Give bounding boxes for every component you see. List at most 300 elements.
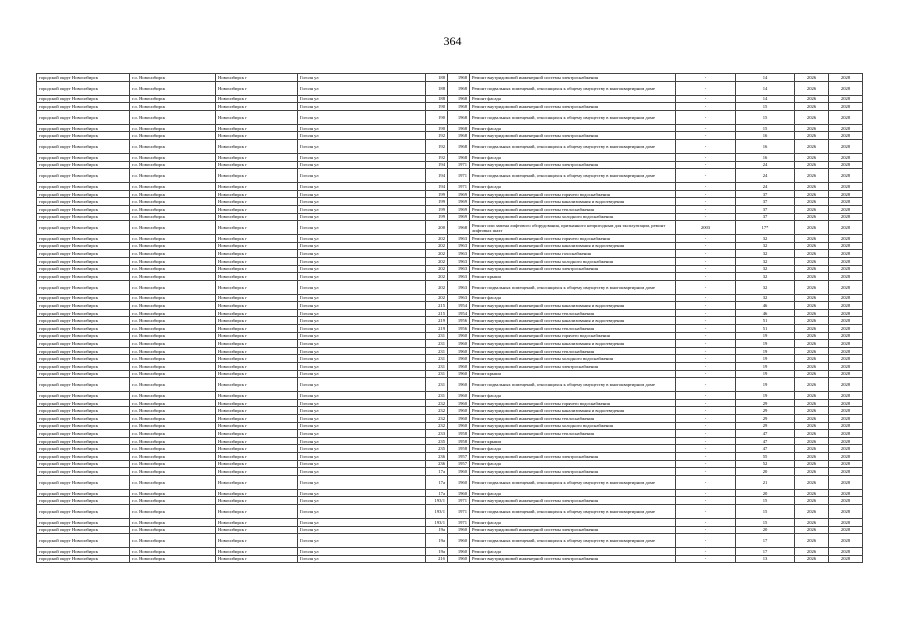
cell-settlement: г.о. Новосибирск xyxy=(130,124,216,132)
table-row xyxy=(37,340,863,348)
cell-work: Ремонт внутридомовой инженерной системы теплоснабжения xyxy=(470,325,676,333)
cell-house: 236 xyxy=(426,452,448,460)
cell-year: 1960 xyxy=(448,422,470,430)
cell-year-start: 2026 xyxy=(795,169,829,183)
cell-city: Новосибирск г xyxy=(216,452,298,460)
cell-year: 1968 xyxy=(448,221,470,235)
cell-okrug: городской округ Новосибирск xyxy=(37,504,130,518)
cell-year-start: 2026 xyxy=(795,153,829,161)
cell-work: Ремонт крыши xyxy=(470,437,676,445)
cell-year-end: 2028 xyxy=(829,378,863,392)
cell-street: Гоголя ул xyxy=(298,132,426,140)
cell-year: 1960 xyxy=(448,489,470,497)
cell-house: 231 xyxy=(426,347,448,355)
cell-area: 14 xyxy=(736,95,795,103)
cell-settlement: г.о. Новосибирск xyxy=(130,452,216,460)
cell-house: 202 xyxy=(426,280,448,294)
cell-settlement: г.о. Новосибирск xyxy=(130,317,216,325)
cell-work: Ремонт внутридомовой инженерной системы теплоснабжения xyxy=(470,309,676,317)
cell-city: Новосибирск г xyxy=(216,415,298,423)
cell-street: Гоголя ул xyxy=(298,340,426,348)
cell-year: 1968 xyxy=(448,74,470,82)
cell-settlement: г.о. Новосибирск xyxy=(130,198,216,206)
cell-city: Новосибирск г xyxy=(216,103,298,111)
cell-year: 1960 xyxy=(448,399,470,407)
cell-year-start: 2026 xyxy=(795,242,829,250)
cell-year: 1960 xyxy=(448,534,470,548)
cell-city: Новосибирск г xyxy=(216,205,298,213)
cell-street: Гоголя ул xyxy=(298,407,426,415)
cell-year-end: 2028 xyxy=(829,355,863,363)
cell-year: 1963 xyxy=(448,280,470,294)
cell-house: 202 xyxy=(426,273,448,281)
cell-cost: - xyxy=(676,81,736,95)
cell-okrug: городской округ Новосибирск xyxy=(37,518,130,526)
cell-year-start: 2026 xyxy=(795,317,829,325)
table-row xyxy=(37,399,863,407)
cell-settlement: г.о. Новосибирск xyxy=(130,302,216,310)
cell-house: 235 xyxy=(426,445,448,453)
cell-house: 233 xyxy=(426,430,448,438)
cell-house: 19а xyxy=(426,526,448,534)
cell-work: Ремонт фасада xyxy=(470,183,676,191)
cell-okrug: городской округ Новосибирск xyxy=(37,370,130,378)
cell-cost: - xyxy=(676,198,736,206)
table-row xyxy=(37,347,863,355)
cell-okrug: городской округ Новосибирск xyxy=(37,205,130,213)
cell-street: Гоголя ул xyxy=(298,460,426,468)
cell-cost: - xyxy=(676,475,736,489)
cell-work: Ремонт внутридомовой инженерной системы электроснабжения xyxy=(470,74,676,82)
cell-house: 236 xyxy=(426,460,448,468)
cell-okrug: городской округ Новосибирск xyxy=(37,81,130,95)
table-row xyxy=(37,183,863,191)
cell-year-end: 2028 xyxy=(829,325,863,333)
cell-year: 1957 xyxy=(448,460,470,468)
cell-settlement: г.о. Новосибирск xyxy=(130,294,216,302)
cell-year: 1957 xyxy=(448,452,470,460)
cell-street: Гоголя ул xyxy=(298,257,426,265)
cell-year-start: 2026 xyxy=(795,309,829,317)
cell-work: Ремонт подвальных помещений, относящихся к общему имуществу в многоквартирном доме xyxy=(470,81,676,95)
cell-okrug: городской округ Новосибирск xyxy=(37,445,130,453)
cell-cost: - xyxy=(676,415,736,423)
cell-year-end: 2028 xyxy=(829,518,863,526)
table-row xyxy=(37,392,863,400)
cell-year: 1971 xyxy=(448,169,470,183)
cell-area: 20 xyxy=(736,489,795,497)
cell-cost: - xyxy=(676,392,736,400)
cell-year-start: 2026 xyxy=(795,460,829,468)
cell-year-start: 2026 xyxy=(795,74,829,82)
cell-year: 1954 xyxy=(448,309,470,317)
cell-year-end: 2028 xyxy=(829,332,863,340)
cell-settlement: г.о. Новосибирск xyxy=(130,257,216,265)
cell-work: Ремонт фасада xyxy=(470,518,676,526)
cell-year-start: 2026 xyxy=(795,273,829,281)
table-row xyxy=(37,273,863,281)
cell-house: 192 xyxy=(426,132,448,140)
cell-okrug: городской округ Новосибирск xyxy=(37,74,130,82)
cell-street: Гоголя ул xyxy=(298,198,426,206)
cell-okrug: городской округ Новосибирск xyxy=(37,468,130,476)
cell-settlement: г.о. Новосибирск xyxy=(130,445,216,453)
cell-settlement: г.о. Новосибирск xyxy=(130,132,216,140)
cell-street: Гоголя ул xyxy=(298,355,426,363)
cell-year: 1968 xyxy=(448,103,470,111)
table-row xyxy=(37,95,863,103)
cell-area: 51 xyxy=(736,325,795,333)
cell-city: Новосибирск г xyxy=(216,153,298,161)
cell-year-start: 2026 xyxy=(795,430,829,438)
table-row xyxy=(37,153,863,161)
cell-work: Ремонт внутридомовой инженерной системы электроснабжения xyxy=(470,497,676,505)
cell-city: Новосибирск г xyxy=(216,242,298,250)
cell-year-start: 2026 xyxy=(795,161,829,169)
cell-year: 1963 xyxy=(448,294,470,302)
cell-okrug: городской округ Новосибирск xyxy=(37,183,130,191)
cell-cost: - xyxy=(676,169,736,183)
cell-year-end: 2028 xyxy=(829,242,863,250)
cell-area: 19 xyxy=(736,378,795,392)
cell-year: 1963 xyxy=(448,242,470,250)
cell-work: Ремонт фасада xyxy=(470,153,676,161)
cell-cost: - xyxy=(676,161,736,169)
cell-okrug: городской округ Новосибирск xyxy=(37,452,130,460)
cell-year-end: 2028 xyxy=(829,74,863,82)
cell-street: Гоголя ул xyxy=(298,294,426,302)
cell-cost: - xyxy=(676,235,736,243)
cell-year-end: 2028 xyxy=(829,213,863,221)
cell-year-end: 2028 xyxy=(829,489,863,497)
cell-street: Гоголя ул xyxy=(298,504,426,518)
cell-year-start: 2026 xyxy=(795,340,829,348)
cell-street: Гоголя ул xyxy=(298,317,426,325)
cell-area: 15 xyxy=(736,518,795,526)
cell-settlement: г.о. Новосибирск xyxy=(130,534,216,548)
cell-work: Ремонт внутридомовой инженерной системы канализования и водоотведения xyxy=(470,302,676,310)
cell-street: Гоголя ул xyxy=(298,378,426,392)
cell-year: 1958 xyxy=(448,445,470,453)
cell-settlement: г.о. Новосибирск xyxy=(130,74,216,82)
cell-house: 235 xyxy=(426,437,448,445)
cell-work: Ремонт внутридомовой инженерной системы электроснабжения xyxy=(470,103,676,111)
cell-house: 17а xyxy=(426,489,448,497)
cell-cost: - xyxy=(676,430,736,438)
table-row xyxy=(37,548,863,556)
cell-cost: - xyxy=(676,363,736,371)
cell-settlement: г.о. Новосибирск xyxy=(130,221,216,235)
cell-area: 19 xyxy=(736,340,795,348)
cell-street: Гоголя ул xyxy=(298,437,426,445)
cell-work: Ремонт внутридомовой инженерной системы холодного водоснабжения xyxy=(470,355,676,363)
cell-street: Гоголя ул xyxy=(298,475,426,489)
cell-house: 190 xyxy=(426,103,448,111)
cell-year-end: 2028 xyxy=(829,190,863,198)
cell-year-end: 2028 xyxy=(829,183,863,191)
cell-work: Ремонт фасада xyxy=(470,548,676,556)
cell-settlement: г.о. Новосибирск xyxy=(130,407,216,415)
cell-settlement: г.о. Новосибирск xyxy=(130,430,216,438)
cell-year: 1960 xyxy=(448,475,470,489)
cell-cost: - xyxy=(676,257,736,265)
cell-street: Гоголя ул xyxy=(298,309,426,317)
cell-settlement: г.о. Новосибирск xyxy=(130,265,216,273)
cell-year-start: 2026 xyxy=(795,355,829,363)
cell-street: Гоголя ул xyxy=(298,302,426,310)
cell-work: Ремонт внутридомовой инженерной системы канализования и водоотведения xyxy=(470,407,676,415)
cell-city: Новосибирск г xyxy=(216,504,298,518)
table-row xyxy=(37,132,863,140)
cell-city: Новосибирск г xyxy=(216,161,298,169)
cell-city: Новосибирск г xyxy=(216,378,298,392)
cell-area: 19 xyxy=(736,332,795,340)
cell-city: Новосибирск г xyxy=(216,265,298,273)
cell-year-start: 2026 xyxy=(795,139,829,153)
cell-year-end: 2028 xyxy=(829,399,863,407)
cell-year-start: 2026 xyxy=(795,347,829,355)
cell-year-start: 2026 xyxy=(795,235,829,243)
cell-city: Новосибирск г xyxy=(216,548,298,556)
cell-house: 21б xyxy=(426,555,448,563)
cell-settlement: г.о. Новосибирск xyxy=(130,161,216,169)
cell-settlement: г.о. Новосибирск xyxy=(130,250,216,258)
cell-year: 1956 xyxy=(448,325,470,333)
cell-city: Новосибирск г xyxy=(216,302,298,310)
cell-street: Гоголя ул xyxy=(298,497,426,505)
cell-cost: - xyxy=(676,468,736,476)
cell-cost: - xyxy=(676,555,736,563)
table-row xyxy=(37,489,863,497)
cell-work: Ремонт внутридомовой инженерной системы теплоснабжения xyxy=(470,205,676,213)
cell-city: Новосибирск г xyxy=(216,518,298,526)
cell-work: Ремонт подвальных помещений, относящихся к общему имуществу в многоквартирном доме xyxy=(470,169,676,183)
table-row xyxy=(37,460,863,468)
table-row xyxy=(37,497,863,505)
cell-house: 192 xyxy=(426,153,448,161)
cell-year: 1968 xyxy=(448,139,470,153)
cell-work: Ремонт фасада xyxy=(470,294,676,302)
cell-area: 52 xyxy=(736,460,795,468)
cell-house: 231 xyxy=(426,378,448,392)
cell-cost: - xyxy=(676,325,736,333)
cell-year-start: 2026 xyxy=(795,392,829,400)
cell-house: 202 xyxy=(426,235,448,243)
cell-year: 1968 xyxy=(448,110,470,124)
cell-street: Гоголя ул xyxy=(298,124,426,132)
cell-year-end: 2028 xyxy=(829,460,863,468)
cell-area: 37 xyxy=(736,190,795,198)
cell-work: Ремонт внутридомовой инженерной системы электроснабжения xyxy=(470,468,676,476)
cell-house: 188 xyxy=(426,95,448,103)
cell-work: Ремонт внутридомовой инженерной системы горячего водоснабжения xyxy=(470,332,676,340)
cell-street: Гоголя ул xyxy=(298,205,426,213)
cell-work: Ремонт внутридомовой инженерной системы электроснабжения xyxy=(470,161,676,169)
cell-year-start: 2026 xyxy=(795,452,829,460)
cell-year-end: 2028 xyxy=(829,221,863,235)
cell-okrug: городской округ Новосибирск xyxy=(37,221,130,235)
cell-city: Новосибирск г xyxy=(216,273,298,281)
cell-area: 16 xyxy=(736,139,795,153)
cell-work: Ремонт внутридомовой инженерной системы холодного водоснабжения xyxy=(470,213,676,221)
cell-cost: - xyxy=(676,548,736,556)
cell-okrug: городской округ Новосибирск xyxy=(37,325,130,333)
cell-area: 32 xyxy=(736,265,795,273)
cell-year-start: 2026 xyxy=(795,518,829,526)
cell-year-end: 2028 xyxy=(829,81,863,95)
cell-house: 219 xyxy=(426,325,448,333)
cell-work: Ремонт внутридомовой инженерной системы холодного водоснабжения xyxy=(470,257,676,265)
cell-year-start: 2026 xyxy=(795,422,829,430)
cell-year: 1969 xyxy=(448,190,470,198)
cell-year-start: 2026 xyxy=(795,363,829,371)
table-row xyxy=(37,504,863,518)
cell-street: Гоголя ул xyxy=(298,370,426,378)
cell-year: 1971 xyxy=(448,497,470,505)
cell-area: 46 xyxy=(736,302,795,310)
cell-city: Новосибирск г xyxy=(216,183,298,191)
table-row xyxy=(37,103,863,111)
cell-settlement: г.о. Новосибирск xyxy=(130,468,216,476)
cell-street: Гоголя ул xyxy=(298,452,426,460)
table-row xyxy=(37,555,863,563)
cell-settlement: г.о. Новосибирск xyxy=(130,235,216,243)
cell-settlement: г.о. Новосибирск xyxy=(130,526,216,534)
table-row xyxy=(37,317,863,325)
cell-okrug: городской округ Новосибирск xyxy=(37,399,130,407)
cell-cost: - xyxy=(676,422,736,430)
cell-settlement: г.о. Новосибирск xyxy=(130,309,216,317)
cell-year-end: 2028 xyxy=(829,452,863,460)
cell-city: Новосибирск г xyxy=(216,497,298,505)
cell-settlement: г.о. Новосибирск xyxy=(130,460,216,468)
cell-okrug: городской округ Новосибирск xyxy=(37,250,130,258)
cell-okrug: городской округ Новосибирск xyxy=(37,460,130,468)
cell-work: Ремонт фасада xyxy=(470,489,676,497)
cell-city: Новосибирск г xyxy=(216,309,298,317)
cell-street: Гоголя ул xyxy=(298,280,426,294)
cell-street: Гоголя ул xyxy=(298,363,426,371)
cell-year: 1960 xyxy=(448,355,470,363)
cell-cost: - xyxy=(676,242,736,250)
cell-house: 202 xyxy=(426,294,448,302)
cell-cost: - xyxy=(676,190,736,198)
cell-year: 1969 xyxy=(448,198,470,206)
cell-settlement: г.о. Новосибирск xyxy=(130,392,216,400)
cell-year-end: 2028 xyxy=(829,370,863,378)
cell-city: Новосибирск г xyxy=(216,355,298,363)
cell-city: Новосибирск г xyxy=(216,526,298,534)
cell-year-end: 2028 xyxy=(829,198,863,206)
cell-settlement: г.о. Новосибирск xyxy=(130,370,216,378)
cell-okrug: городской округ Новосибирск xyxy=(37,355,130,363)
cell-okrug: городской округ Новосибирск xyxy=(37,153,130,161)
cell-settlement: г.о. Новосибирск xyxy=(130,518,216,526)
cell-house: 17а xyxy=(426,468,448,476)
cell-year-end: 2028 xyxy=(829,302,863,310)
cell-year-end: 2028 xyxy=(829,526,863,534)
cell-settlement: г.о. Новосибирск xyxy=(130,242,216,250)
cell-work: Ремонт внутридомовой инженерной системы электроснабжения xyxy=(470,555,676,563)
cell-street: Гоголя ул xyxy=(298,399,426,407)
cell-cost: - xyxy=(676,302,736,310)
cell-house: 231 xyxy=(426,363,448,371)
cell-okrug: городской округ Новосибирск xyxy=(37,103,130,111)
table-row xyxy=(37,294,863,302)
cell-work: Ремонт крыши xyxy=(470,370,676,378)
cell-house: 215 xyxy=(426,309,448,317)
cell-city: Новосибирск г xyxy=(216,534,298,548)
cell-year: 1969 xyxy=(448,205,470,213)
cell-cost: - xyxy=(676,445,736,453)
cell-street: Гоголя ул xyxy=(298,445,426,453)
cell-house: 231 xyxy=(426,392,448,400)
cell-year-end: 2028 xyxy=(829,437,863,445)
cell-area: 32 xyxy=(736,273,795,281)
cell-area: 32 xyxy=(736,242,795,250)
table-row xyxy=(37,221,863,235)
table-row xyxy=(37,124,863,132)
cell-work: Ремонт внутридомовой инженерной системы теплоснабжения xyxy=(470,347,676,355)
cell-work: Ремонт фасада xyxy=(470,460,676,468)
cell-house: 19а xyxy=(426,548,448,556)
cell-settlement: г.о. Новосибирск xyxy=(130,183,216,191)
cell-year: 1963 xyxy=(448,257,470,265)
cell-year-start: 2026 xyxy=(795,190,829,198)
cell-city: Новосибирск г xyxy=(216,190,298,198)
cell-year-end: 2028 xyxy=(829,235,863,243)
cell-year: 1960 xyxy=(448,555,470,563)
cell-settlement: г.о. Новосибирск xyxy=(130,555,216,563)
capital-repair-table xyxy=(36,73,863,563)
cell-city: Новосибирск г xyxy=(216,399,298,407)
cell-work: Ремонт внутридомовой инженерной системы теплоснабжения xyxy=(470,415,676,423)
cell-house: 202 xyxy=(426,257,448,265)
cell-settlement: г.о. Новосибирск xyxy=(130,280,216,294)
cell-street: Гоголя ул xyxy=(298,422,426,430)
cell-area: 13 xyxy=(736,555,795,563)
cell-street: Гоголя ул xyxy=(298,183,426,191)
cell-okrug: городской округ Новосибирск xyxy=(37,497,130,505)
cell-year-start: 2026 xyxy=(795,415,829,423)
cell-area: 24 xyxy=(736,169,795,183)
cell-city: Новосибирск г xyxy=(216,95,298,103)
cell-work: Ремонт внутридомовой инженерной системы электроснабжения xyxy=(470,265,676,273)
cell-cost: - xyxy=(676,317,736,325)
cell-year-start: 2026 xyxy=(795,221,829,235)
cell-street: Гоголя ул xyxy=(298,518,426,526)
table-row xyxy=(37,422,863,430)
cell-settlement: г.о. Новосибирск xyxy=(130,437,216,445)
cell-work: Ремонт или замена лифтового оборудования, признанного непригодным для эксплуатации, ремонт лифтовых шахт xyxy=(470,221,676,235)
cell-okrug: городской округ Новосибирск xyxy=(37,302,130,310)
cell-house: 193/1 xyxy=(426,518,448,526)
cell-year-end: 2028 xyxy=(829,468,863,476)
cell-settlement: г.о. Новосибирск xyxy=(130,110,216,124)
cell-settlement: г.о. Новосибирск xyxy=(130,548,216,556)
cell-okrug: городской округ Новосибирск xyxy=(37,213,130,221)
cell-year: 1958 xyxy=(448,430,470,438)
cell-street: Гоголя ул xyxy=(298,347,426,355)
cell-city: Новосибирск г xyxy=(216,81,298,95)
cell-okrug: городской округ Новосибирск xyxy=(37,139,130,153)
cell-area: 19 xyxy=(736,392,795,400)
table-row xyxy=(37,518,863,526)
cell-work: Ремонт внутридомовой инженерной системы канализования и водоотведения xyxy=(470,317,676,325)
cell-year-start: 2026 xyxy=(795,265,829,273)
cell-cost: - xyxy=(676,340,736,348)
cell-city: Новосибирск г xyxy=(216,437,298,445)
